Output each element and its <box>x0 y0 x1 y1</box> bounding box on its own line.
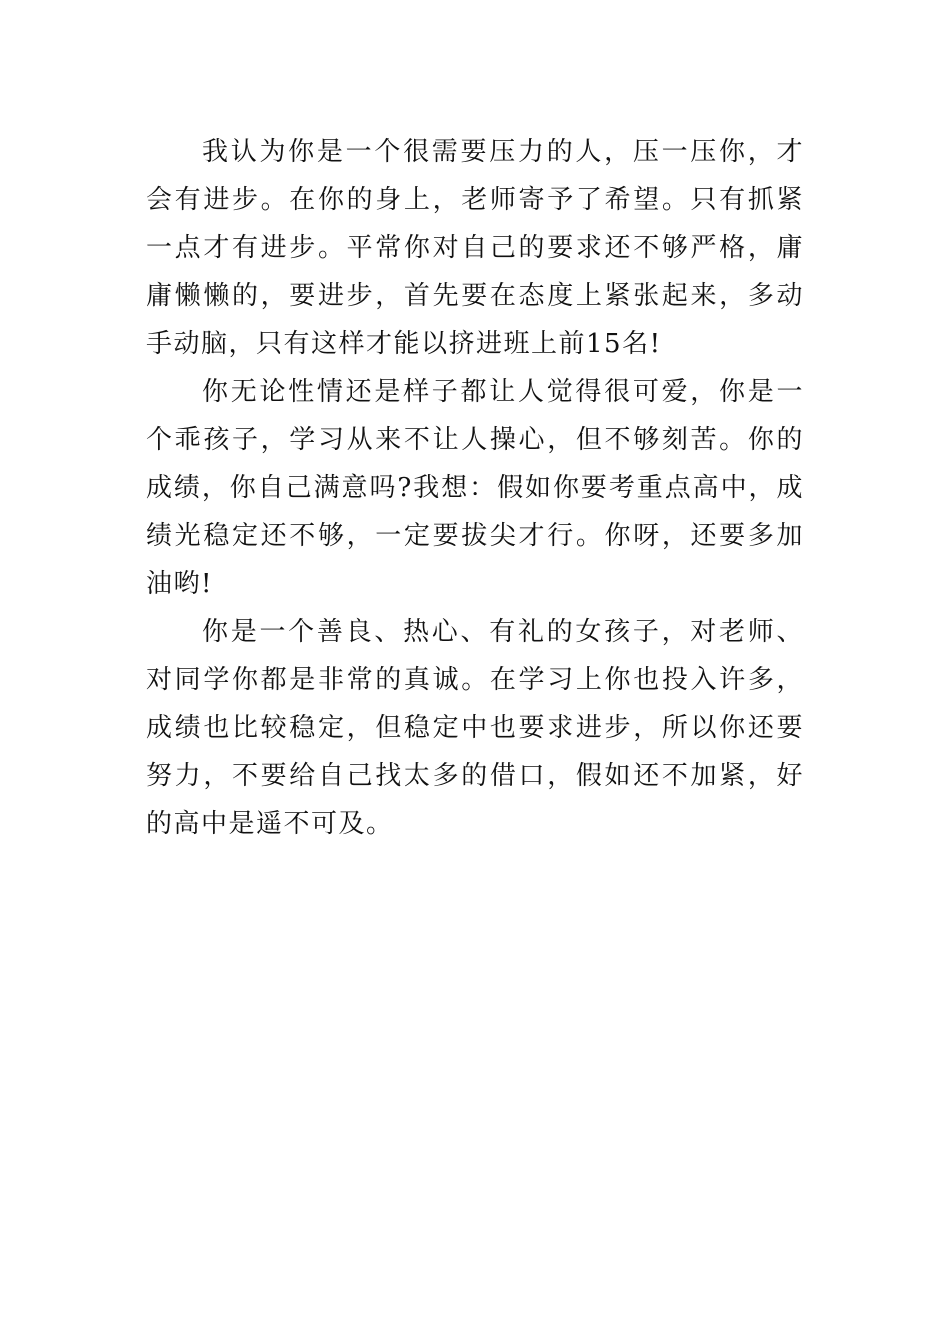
paragraph-3: 你是一个善良、热心、有礼的女孩子，对老师、对同学你都是非常的真诚。在学习上你也投入许多，成绩也比较稳定，但稳定中也要求进步，所以你还要努力，不要给自己找太多的借口，假如还不加紧，好的高中是遥不可及。 <box>146 617 804 839</box>
document-body <box>146 128 804 848</box>
paragraph-2: 你无论性情还是样子都让人觉得很可爱，你是一个乖孩子，学习从来不让人操心，但不够刻苦。你的成绩，你自己满意吗?我想：假如你要考重点高中，成绩光稳定还不够，一定要拔尖才行。你呀，还要多加油哟! <box>146 377 804 599</box>
paragraph-1: 我认为你是一个很需要压力的人，压一压你，才会有进步。在你的身上，老师寄予了希望。只有抓紧一点才有进步。平常你对自己的要求还不够严格，庸庸懒懒的，要进步，首先要在态度上紧张起来，多动手动脑，只有这样才能以挤进班上前15名! <box>146 137 804 359</box>
